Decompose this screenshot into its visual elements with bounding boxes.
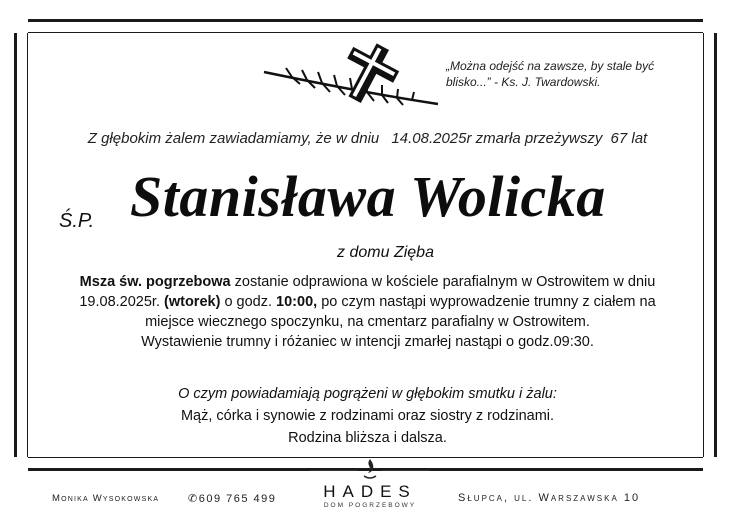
logo-divider xyxy=(310,470,358,471)
closing xyxy=(0,383,735,449)
flame-icon xyxy=(362,458,378,480)
sp-label: Ś.P. xyxy=(59,210,95,232)
announcement xyxy=(0,130,735,147)
announcement-prefix: Z głębokim żalem zawiadamiamy, że w dniu xyxy=(87,130,380,147)
mass-day: (wtorek) xyxy=(164,294,221,310)
mass-text: o godz. xyxy=(220,294,277,310)
contact-phone: ✆609 765 499 xyxy=(188,493,277,505)
maiden-name-wrap xyxy=(0,244,735,262)
maiden-name: z domu Zięba xyxy=(337,244,434,261)
death-date: 14.08.2025r xyxy=(391,130,472,147)
hades-logo xyxy=(306,458,434,514)
address: Słupca, ul. Warszawska 10 xyxy=(458,492,641,504)
mass-label: Msza św. pogrzebowa xyxy=(79,274,231,290)
quote: „Można odejść na zawsze, by stale być blisko...” - Ks. J. Twardowski. xyxy=(446,59,655,89)
contact-name: Monika Wysokowska xyxy=(52,493,160,504)
age: 67 lat xyxy=(610,130,648,147)
mass-time: 10:00, xyxy=(276,294,318,310)
frame-corner xyxy=(703,457,717,471)
frame-corner xyxy=(14,457,28,471)
closing-line: O czym powiadamiają pogrążeni w głębokim smutku i żalu: xyxy=(178,386,557,402)
frame-corner xyxy=(703,19,717,33)
mass-info xyxy=(55,272,680,352)
frame-corner xyxy=(14,19,28,33)
mass-text: po czym nastąpi wyprowadzenie trumny z ciałem na miejsce wiecznego spoczynku, na cmentarz parafialny w Ostrowitem. xyxy=(145,294,656,330)
mass-text: zostanie odprawiona w kościele parafialnym w Ostrowitem w dniu 19.08.2025r. xyxy=(79,274,656,310)
logo-title: HADES xyxy=(323,482,417,501)
cross-and-palm-icon xyxy=(262,42,442,114)
closing-line: Mąż, córka i synowie z rodzinami oraz siostry z rodzinami. xyxy=(180,408,555,424)
closing-line: Rodzina bliższa i dalsza. xyxy=(288,430,447,446)
logo-divider xyxy=(382,470,430,471)
logo-subtitle: DOM POGRZEBOWY xyxy=(323,502,417,509)
deceased-name: Stanisława Wolicka xyxy=(130,164,606,229)
vigil-text: Wystawienie trumny i różaniec w intencji zmarłej nastąpi o godz.09:30. xyxy=(141,334,594,350)
announcement-suffix: zmarła przeżywszy xyxy=(475,130,603,147)
